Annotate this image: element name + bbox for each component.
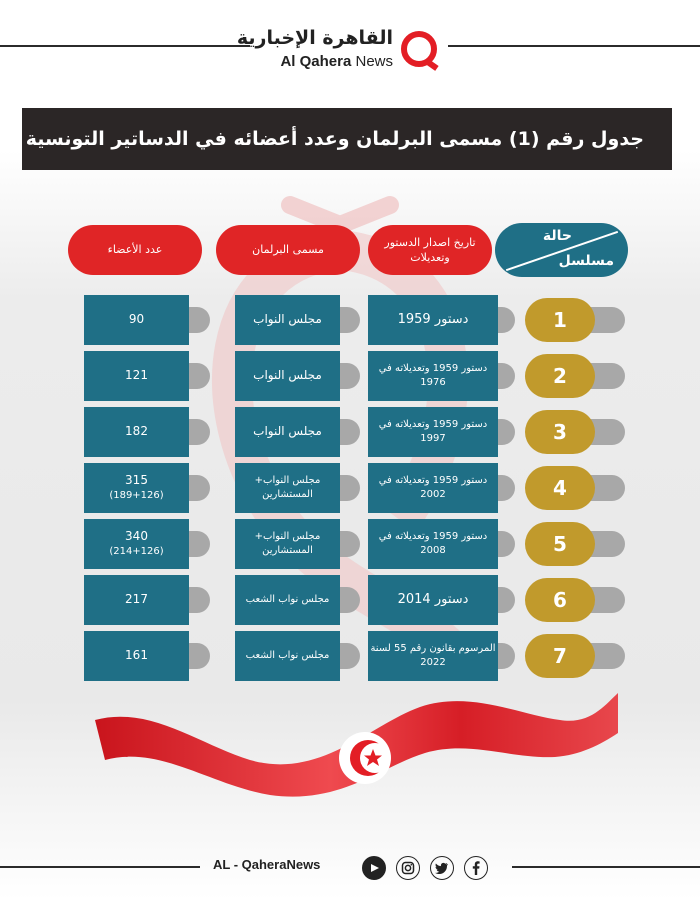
cell-parliament: مجلس النواب bbox=[235, 351, 340, 401]
logo-english-bold: Al Qahera bbox=[280, 53, 352, 70]
header-rule-left bbox=[0, 45, 250, 47]
row-number: 1 bbox=[525, 298, 595, 342]
twitter-icon[interactable] bbox=[430, 856, 454, 880]
cell-date: دستور 1959 وتعديلاته في 1976 bbox=[368, 351, 498, 401]
members-count: 315 bbox=[125, 473, 148, 488]
row-number: 7 bbox=[525, 634, 595, 678]
table-row bbox=[0, 407, 700, 457]
members-breakdown: (214+126) bbox=[109, 546, 164, 558]
corner-top-label: حالة bbox=[542, 228, 572, 244]
table-row bbox=[0, 575, 700, 625]
members-count: 161 bbox=[125, 648, 148, 663]
cell-date: دستور 1959 وتعديلاته في 1997 bbox=[368, 407, 498, 457]
cell-date: دستور 1959 bbox=[368, 295, 498, 345]
cell-members bbox=[84, 631, 189, 681]
cell-members bbox=[84, 519, 189, 569]
footer-handle[interactable]: AL - QaheraNews bbox=[213, 857, 321, 872]
row-number: 5 bbox=[525, 522, 595, 566]
members-breakdown: (189+126) bbox=[109, 490, 164, 502]
logo-english-text bbox=[280, 53, 393, 70]
facebook-icon[interactable] bbox=[464, 856, 488, 880]
instagram-icon[interactable] bbox=[396, 856, 420, 880]
footer-rule-left bbox=[0, 866, 200, 868]
cell-members bbox=[84, 575, 189, 625]
cell-date: المرسوم بقانون رقم 55 لسنة 2022 bbox=[368, 631, 498, 681]
header-date: تاريخ اصدار الدستور وتعديلات bbox=[368, 225, 492, 275]
members-count: 217 bbox=[125, 592, 148, 607]
tunisia-flag-ribbon bbox=[90, 685, 620, 805]
cell-members bbox=[84, 407, 189, 457]
cell-date: دستور 2014 bbox=[368, 575, 498, 625]
brand-logo[interactable] bbox=[236, 25, 445, 75]
table-row bbox=[0, 631, 700, 681]
row-number: 6 bbox=[525, 578, 595, 622]
corner-bottom-label: مسلسل bbox=[558, 253, 614, 269]
youtube-icon[interactable] bbox=[362, 856, 386, 880]
members-count: 182 bbox=[125, 424, 148, 439]
cell-parliament: مجلس النواب bbox=[235, 295, 340, 345]
cell-parliament: مجلس نواب الشعب bbox=[235, 575, 340, 625]
cell-members bbox=[84, 351, 189, 401]
table-row bbox=[0, 519, 700, 569]
header-corner bbox=[495, 223, 628, 277]
cell-members bbox=[84, 295, 189, 345]
logo-english-light: News bbox=[355, 53, 393, 70]
members-count: 340 bbox=[125, 529, 148, 544]
table-row bbox=[0, 463, 700, 513]
logo-arabic-text: القاهرة الإخبارية bbox=[236, 27, 393, 49]
footer-rule-right bbox=[512, 866, 700, 868]
row-number: 2 bbox=[525, 354, 595, 398]
cell-members bbox=[84, 463, 189, 513]
cell-parliament: مجلس النواب+ المستشارين bbox=[235, 519, 340, 569]
header-rule-right bbox=[448, 45, 700, 47]
row-number: 3 bbox=[525, 410, 595, 454]
cell-parliament: مجلس النواب bbox=[235, 407, 340, 457]
members-count: 90 bbox=[128, 312, 145, 327]
cell-parliament: مجلس نواب الشعب bbox=[235, 631, 340, 681]
header-members: عدد الأعضاء bbox=[68, 225, 202, 275]
page-title: جدول رقم (1) مسمى البرلمان وعدد أعضائه في الدساتير التونسية bbox=[22, 108, 672, 170]
cell-parliament: مجلس النواب+ المستشارين bbox=[235, 463, 340, 513]
table-row bbox=[0, 295, 700, 345]
table-row bbox=[0, 351, 700, 401]
logo-mark-icon bbox=[401, 31, 437, 67]
members-count: 121 bbox=[125, 368, 148, 383]
cell-date: دستور 1959 وتعديلاته في 2002 bbox=[368, 463, 498, 513]
cell-date: دستور 1959 وتعديلاته في 2008 bbox=[368, 519, 498, 569]
header-parliament: مسمى البرلمان bbox=[216, 225, 360, 275]
row-number: 4 bbox=[525, 466, 595, 510]
